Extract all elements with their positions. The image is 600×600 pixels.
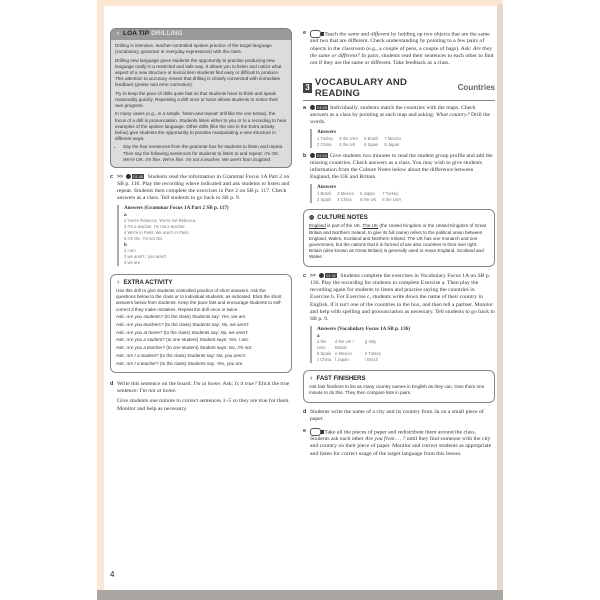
answers-title: Answers (Vocabulary Focus 1A SB p. 136) xyxy=(317,325,411,332)
extra-activity-box xyxy=(110,274,292,373)
item-text: In pairs, students read their sentences to each other to find out if they are the same or different. Take feedback as a class. xyxy=(310,52,494,66)
answer-cell: 7 Turkey xyxy=(382,191,399,197)
item-a-right xyxy=(303,105,495,150)
answer-cell: 3 the USA xyxy=(339,136,359,142)
answer-cell: b Spain xyxy=(317,350,332,356)
fast-finishers-box xyxy=(303,370,495,403)
extra-activity-lines xyxy=(116,314,286,366)
drill-italic: Are you teachers? xyxy=(126,322,164,328)
drill-italic: Am I a student? xyxy=(126,352,159,358)
section-title: VOCABULARY AND READING xyxy=(314,76,408,99)
drill-italic: No, I'm not. xyxy=(228,345,253,351)
answer-cell: i Brazil xyxy=(365,356,378,362)
tip-paragraph: Try to keep the pace of drills quite fast so that students have to think and speak reasonably quickly. Repeating a drill once or twice allows students to notice their own progress. xyxy=(115,90,279,108)
item-text: Take all the pieces of paper and redistribute them around the class. Students ask each other xyxy=(310,429,476,443)
answers-sub-label: b xyxy=(124,242,127,248)
answers-sub-label: a xyxy=(124,212,127,218)
tip-paragraph: In many cases (e.g., in a simple, 'listen-and-repeat' drill like the one below), the focus of a drill is pronunciation. Students listen either to you or to a recording to hear examples of the spoken language. Other drills (like the one in the Extra activity below) give students the opportunity to practise manipulating a new structure in different ways. xyxy=(115,111,287,141)
item-text: Individually, students match the countries with the maps. Check answers as a class by pointing at each map and asking: xyxy=(310,104,476,118)
tip-bullets xyxy=(115,144,287,162)
item-italic: Are they the same or different? xyxy=(310,45,492,59)
item-letter: e xyxy=(303,427,307,434)
answers-box xyxy=(117,205,292,266)
drill-text: (to the class) Students say: xyxy=(158,352,217,358)
answer-line: 2 I am xyxy=(124,248,136,254)
loa-tip-box xyxy=(110,28,292,168)
answer-cell: 5 Japan xyxy=(359,191,375,197)
item-text: Ask: xyxy=(221,381,235,388)
fast-finishers-header xyxy=(309,375,489,383)
underlined-term: The UK xyxy=(362,223,379,229)
answer-line: 4 We're in Paris. We aren't in Paris. xyxy=(124,230,190,236)
extra-activity-line xyxy=(116,330,286,336)
drill-italic: Are you students? xyxy=(126,314,164,320)
item-italic: I'm at home. xyxy=(193,381,222,388)
answer-cell: 8 Japan xyxy=(384,142,400,148)
item-letter: a xyxy=(303,104,307,111)
item-italic: I'm not at home. xyxy=(139,388,177,395)
drill-text: Ask: xyxy=(116,322,127,328)
item-text: Teach xyxy=(324,31,340,38)
loa-tip-header xyxy=(111,29,291,40)
tip-bullet-italic: I'm OK. We're OK. I'm fine. We're fine. I'm not a teacher. We aren't from England. xyxy=(123,150,280,162)
item-text: Students complete the exercises in Vocabulary Focus 1A on SB p. 136. Play the recording for students to complete Exercise a. Then play the recording again for students to listen and practise saying the countries in Exercise b. For Exercise c, students write down the name of their country in English, if it isn't one of the countries in the box, and then tell a partner. Monitor and help with spelling and pronunciation as necessary. Tell students to go back to SB p. 9. xyxy=(310,273,495,322)
drill-text: (to one student) Student says: xyxy=(165,345,229,351)
extra-activity-line xyxy=(116,314,286,320)
answer-cell: 6 Spain xyxy=(364,142,379,148)
item-italic: What country? xyxy=(435,111,470,118)
extra-activity-line xyxy=(116,361,286,367)
drill-italic: Am I a teacher? xyxy=(126,360,159,366)
answers-box xyxy=(310,129,495,148)
item-text: by holding up two objects that are the same and two that are different. Check understanding by pointing to a few pairs of objects in the classroom (e.g., a couple of pens, a couple of bags). Ask: xyxy=(310,31,490,52)
tip-paragraph: Drilling new language gives students the opportunity to practise producing new language orally in a restricted and safe way. It allows you to listen and notice what aspect of a new structure or lexical item students find easy or difficult to produce. This attention to accuracy means that drilling is closely connected with immediate feedback (praise and error correction). xyxy=(115,57,282,88)
culture-text: (the United Kingdom or the United Kingdom of Great Britain and Northern Ireland, to give its full name) refers to the political union between England, Wales, Scotland and Northern Ireland. The UK has one monarch and one government, but the nations that it is formed of are also countries in their own right. Britain (also known as Great Britain) is generally used to mean England, Scotland and Wales. xyxy=(309,223,487,260)
audio-code: 01.08 xyxy=(133,173,144,179)
drill-italic: Are you a student? xyxy=(126,337,165,343)
drill-italic: Yes, I am. xyxy=(228,337,250,343)
answer-cell: d the UK / Britain xyxy=(335,338,354,350)
item-text: Give students one minute to correct sentences 1–5 so they are true for them. Monitor and help as necessary. xyxy=(117,398,290,412)
culture-notes-header xyxy=(309,214,489,222)
audio-icon[interactable] xyxy=(310,153,328,158)
item-italic: Are you from … ? xyxy=(364,436,406,443)
audio-code: 01.09 xyxy=(317,104,328,110)
page-number: 4 xyxy=(110,570,115,579)
item-e2-right xyxy=(303,428,495,461)
speech-bubble-icon xyxy=(310,428,321,436)
audio-code: 01.10 xyxy=(317,153,328,159)
answers-sub-label: a xyxy=(317,332,320,338)
page-edge xyxy=(497,4,503,596)
tip-paragraph: Drilling is intensive, teacher-controlled spoken practice of the target language (vocabulary, grammar or everyday expressions) with the class. xyxy=(115,43,272,55)
answer-cell: 8 the USA xyxy=(382,197,402,203)
item-text: and xyxy=(359,31,371,38)
audio-icon[interactable] xyxy=(319,273,337,278)
answer-cell: 4 China xyxy=(337,197,352,203)
drill-italic: No, we aren't. xyxy=(221,322,250,328)
audio-icon[interactable] xyxy=(310,105,328,110)
bottom-bar xyxy=(97,590,503,600)
answer-cell: e Mexico xyxy=(335,350,352,356)
right-column xyxy=(303,28,495,461)
item-text: Write this sentence on the board: xyxy=(117,381,194,388)
item-letter: d xyxy=(110,381,114,388)
item-b-right xyxy=(303,153,495,205)
item-e-right xyxy=(303,30,495,70)
lightbulb-icon: ♀ xyxy=(309,375,314,382)
item-letter: e xyxy=(303,30,307,36)
item-letter: d xyxy=(303,408,307,415)
left-column xyxy=(110,28,292,416)
lightbulb-icon: ♀ xyxy=(116,280,121,287)
drill-text: Ask: xyxy=(116,360,127,366)
drill-text: (to the class) Students say: xyxy=(163,314,222,320)
item-text: Drill the words. xyxy=(310,111,491,125)
drill-text: Ask: xyxy=(116,337,127,343)
fast-forward-icon: >> xyxy=(310,273,316,280)
drill-italic: Are you at home? xyxy=(126,329,163,335)
loa-tip-label: LOA TIP xyxy=(123,30,150,38)
answer-line: 2 You're Rebecca. You're not Rebecca. xyxy=(124,218,197,224)
drill-italic: No, you aren't. xyxy=(216,352,247,358)
extra-activity-intro: Use this drill to give students controlled practice of short answers. Ask the questions below to the class or to individual students, as indicated. Elicit the short answers below from students. Keep the pace fast and encourage students to self-correct if they make mistakes. Repeat the drill once or twice. xyxy=(116,288,282,312)
answer-cell: h Turkey xyxy=(365,350,382,356)
answer-cell: 6 the UK xyxy=(359,197,377,203)
extra-activity-title: EXTRA ACTIVITY xyxy=(123,280,173,287)
item-text: until they find someone with the city and country on their piece of paper. Monitor and correct students as appropriate and listen for correct usage of the target language from this lesson. xyxy=(310,436,492,457)
answer-cell: 1 Turkey xyxy=(317,136,334,142)
section-3-heading xyxy=(303,77,495,101)
item-c-grammar xyxy=(110,174,292,268)
drill-text: Ask: xyxy=(116,345,127,351)
drill-text: Ask: xyxy=(116,352,127,358)
fast-finishers-title: FAST FINISHERS xyxy=(316,375,366,382)
answer-cell: 5 Brazil xyxy=(364,136,379,142)
item-d-left xyxy=(110,381,292,415)
audio-icon[interactable] xyxy=(126,174,144,179)
answer-cell: 1 Brazil xyxy=(317,191,331,197)
culture-text: is part of the UK. xyxy=(325,223,363,229)
item-letter: b xyxy=(303,153,307,160)
drill-text: (to one student) Student says: xyxy=(164,337,229,343)
section-number: 3 xyxy=(303,83,312,93)
loa-tip-title: DRILLING xyxy=(151,30,183,38)
answer-line: 4 we are xyxy=(124,260,141,266)
item-text: Elicit the true sentence: xyxy=(117,381,290,395)
drill-text: (to the class) Students say: xyxy=(158,360,217,366)
answer-cell: 4 the UK xyxy=(339,142,356,148)
answers-grid xyxy=(317,339,495,363)
answers-title: Answers (Grammar Focus 1A Part 2 SB p. 117) xyxy=(124,205,229,212)
item-italic: the same xyxy=(339,31,360,38)
answer-line: 3 I'm a teacher. I'm not a teacher. xyxy=(124,224,186,230)
drill-italic: Yes, you are. xyxy=(216,360,244,366)
extra-activity-line xyxy=(116,345,286,351)
answer-line: 3 we aren't / you aren't xyxy=(124,254,167,260)
answers-title: Answers xyxy=(317,129,337,136)
section-subtitle: Countries xyxy=(457,83,495,93)
answers-title: Answers xyxy=(317,184,337,191)
item-italic: different xyxy=(370,31,390,38)
answer-cell: 2 Spain xyxy=(317,197,332,203)
culture-notes-title: CULTURE NOTES xyxy=(317,215,368,222)
answer-cell: 3 Mexico xyxy=(337,191,354,197)
drill-italic: Are you a teacher? xyxy=(126,345,166,351)
answer-cell: 2 China xyxy=(317,142,332,148)
item-text: Students write the name of a city and its country from 3a on a small piece of paper. xyxy=(310,408,484,422)
globe-icon: ◍ xyxy=(309,215,315,222)
item-italic: Is it true? xyxy=(234,381,257,388)
underlined-term: England xyxy=(309,223,326,229)
answers-grid xyxy=(317,191,495,203)
loa-icon: ◖ xyxy=(116,30,121,38)
tip-bullet xyxy=(123,144,287,162)
item-c-right xyxy=(303,273,495,365)
drill-text: Ask: xyxy=(116,329,127,335)
drill-text: Ask: xyxy=(116,314,127,320)
extra-activity-header xyxy=(116,279,286,287)
item-text: Students read the information in Grammar Focus 1A Part 2 on SB p. 116. Play the recording where indicated and ask students to listen and repeat. Students then complete the exercises in Part 2 on SB p. 117. Check answers as a class. Tell students to go back to SB p. 9. xyxy=(117,173,290,201)
tip-bullet-text: Say the four sentences from the grammar box for students to listen and repeat. Then say the following sentences for students to listen to and repeat: xyxy=(123,144,284,156)
culture-notes-box xyxy=(303,209,495,267)
audio-code: 01.11 xyxy=(326,273,336,279)
item-text: Give students two minutes to read the student group profile and add the missing countries. Check answers as a class. You may wish to give students information from the Culture Notes below about the difference between England, the UK and Britain. xyxy=(310,153,493,181)
answers-box xyxy=(310,326,495,363)
fast-forward-icon: >> xyxy=(117,173,123,180)
item-letter: c xyxy=(110,173,114,180)
drill-italic: No, we aren't. xyxy=(220,329,249,335)
item-d-right xyxy=(303,409,495,426)
drill-text: (to the class) Students say: xyxy=(162,329,221,335)
answer-cell: a the USA xyxy=(317,338,327,350)
answer-cell: 7 Mexico xyxy=(384,136,402,142)
answer-line: 5 I'm OK. I'm not OK. xyxy=(124,236,164,242)
answer-cell: c China xyxy=(317,356,332,362)
extra-activity-line xyxy=(116,353,286,359)
answers-box xyxy=(310,184,495,203)
item-letter: c xyxy=(303,273,307,280)
culture-notes-text xyxy=(309,223,489,260)
extra-activity-line xyxy=(116,322,286,328)
answer-cell: f Japan xyxy=(335,356,349,362)
answers-grid xyxy=(317,136,495,148)
fast-finishers-text: Ask fast finishers to list as many country names in English as they can. Give them one minute to do this. They then compare lists in pairs. xyxy=(309,383,485,396)
drill-italic: Yes, we are. xyxy=(221,314,247,320)
speech-bubble-icon xyxy=(310,30,321,38)
extra-activity-line xyxy=(116,337,286,343)
drill-text: (to the class) Students say: xyxy=(163,322,222,328)
answer-cell: g Italy xyxy=(365,338,377,344)
